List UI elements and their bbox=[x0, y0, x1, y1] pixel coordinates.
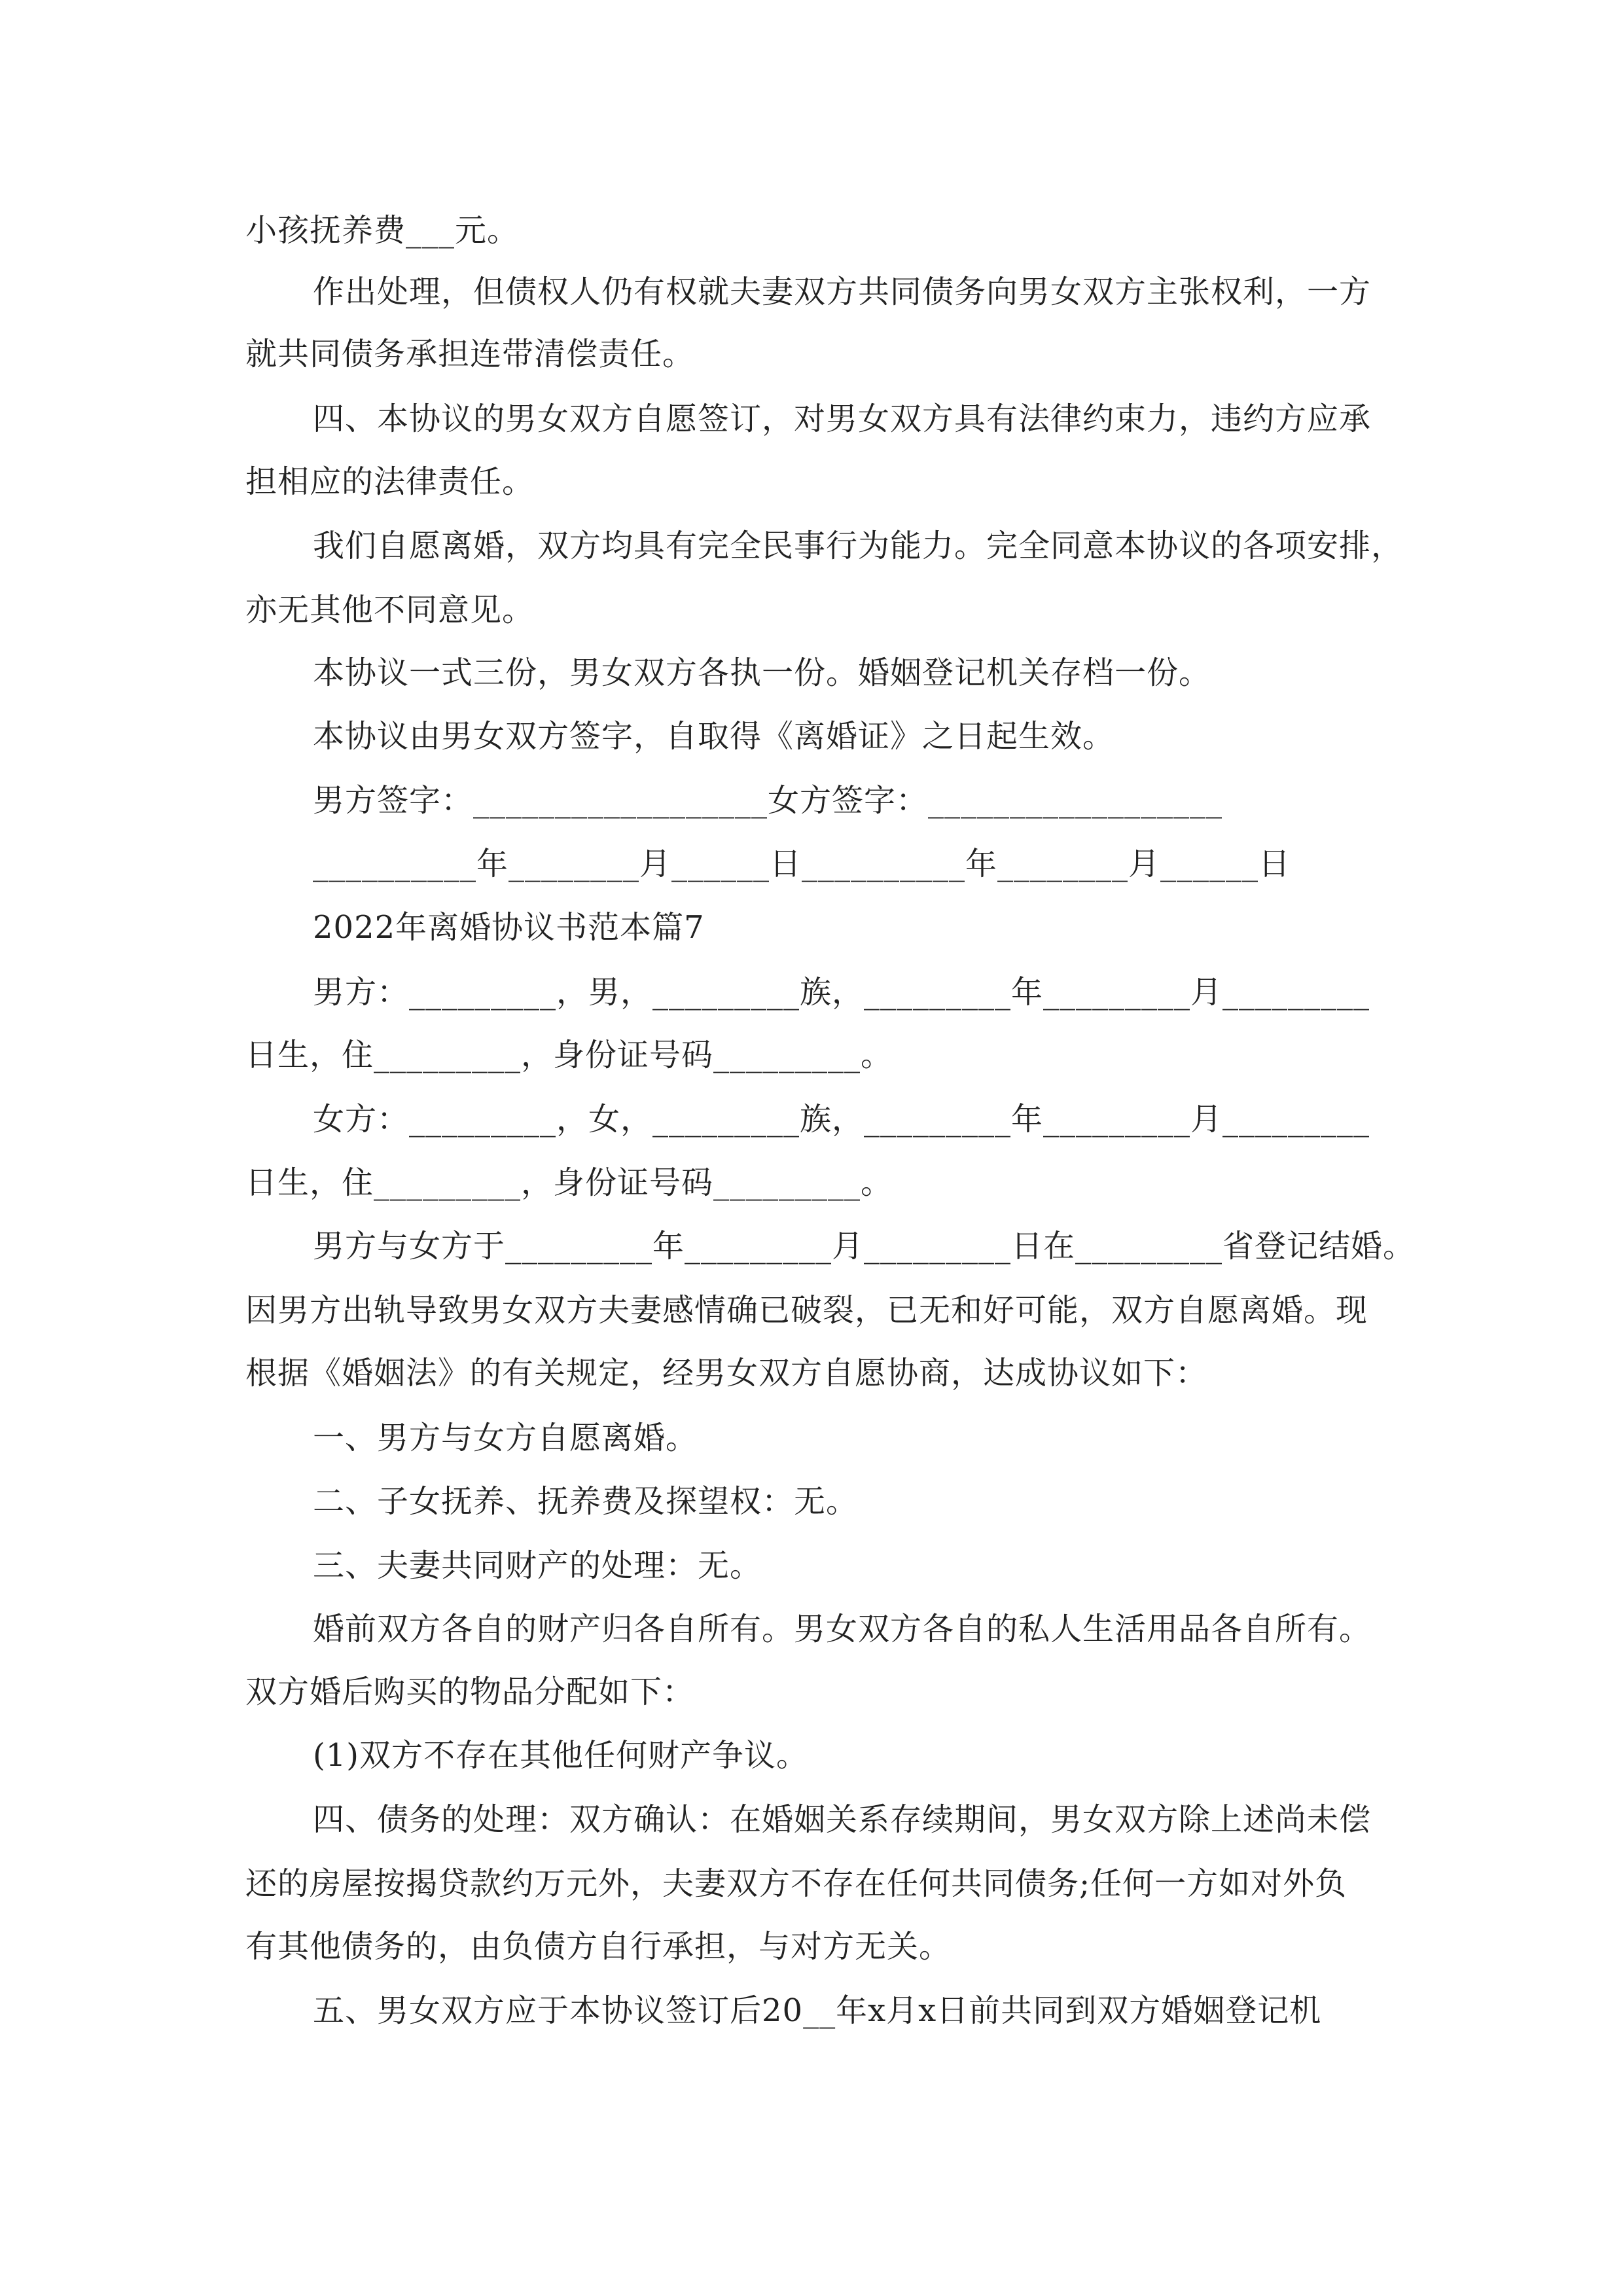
text-line: 一、男方与女方自愿离婚。 bbox=[313, 1420, 698, 1456]
text-line: 四、本协议的男女双方自愿签订，对男女双方具有法律约束力，违约方应承 bbox=[313, 401, 1372, 437]
text-line: 五、男女双方应于本协议签订后20__年x月x日前共同到双方婚姻登记机 bbox=[313, 1992, 1322, 2029]
text-line: 作出处理，但债权人仍有权就夫妻双方共同债务向男女双方主张权利，一方 bbox=[313, 274, 1372, 310]
text-line: 三、夫妻共同财产的处理：无。 bbox=[313, 1547, 762, 1584]
text-line: 女方：_________，女，_________族，_________年_________月_________ bbox=[313, 1101, 1370, 1138]
text-line: 担相应的法律责任。 bbox=[245, 463, 535, 500]
text-line: 日生，住_________，身份证号码_________。 bbox=[245, 1037, 893, 1073]
text-line: (1)双方不存在其他任何财产争议。 bbox=[313, 1737, 808, 1774]
text-line: 根据《婚姻法》的有关规定，经男女双方自愿协商，达成协议如下： bbox=[245, 1355, 1208, 1391]
text-line: 小孩抚养费___元。 bbox=[245, 212, 520, 249]
text-line: 本协议由男女双方签字，自取得《离婚证》之日起生效。 bbox=[313, 718, 1115, 755]
text-line: 男方与女方于_________年_________月_________日在_________省登记结婚。 bbox=[313, 1228, 1416, 1265]
text-line: 就共同债务承担连带清偿责任。 bbox=[245, 336, 695, 372]
text-line: 本协议一式三份，男女双方各执一份。婚姻登记机关存档一份。 bbox=[313, 655, 1211, 691]
date-line: __________年________月______日__________年________月______日 bbox=[313, 846, 1291, 882]
text-line: 四、债务的处理：双方确认：在婚姻关系存续期间，男女双方除上述尚未偿 bbox=[313, 1801, 1372, 1838]
text-line: 双方婚后购买的物品分配如下： bbox=[245, 1674, 695, 1710]
text-line: 因男方出轨导致男女双方夫妻感情确已破裂，已无和好可能，双方自愿离婚。现 bbox=[245, 1292, 1368, 1329]
text-line: 还的房屋按揭贷款约万元外，夫妻双方不存在任何共同债务;任何一方如对外负 bbox=[245, 1865, 1347, 1902]
text-line: 有其他债务的，由负债方自行承担，与对方无关。 bbox=[245, 1928, 952, 1965]
text-line: 婚前双方各自的财产归各自所有。男女双方各自的私人生活用品各自所有。 bbox=[313, 1611, 1372, 1647]
text-line: 日生，住_________，身份证号码_________。 bbox=[245, 1164, 893, 1201]
text-line: 我们自愿离婚，双方均具有完全民事行为能力。完全同意本协议的各项安排， bbox=[313, 528, 1404, 564]
section-title: 2022年离婚协议书范本篇7 bbox=[313, 909, 705, 946]
text-line: 男方：_________，男，_________族，_________年_________月_________ bbox=[313, 974, 1370, 1011]
signature-line: 男方签字：__________________女方签字：__________________ bbox=[313, 782, 1223, 819]
text-line: 亦无其他不同意见。 bbox=[245, 592, 535, 628]
text-line: 二、子女抚养、抚养费及探望权：无。 bbox=[313, 1483, 859, 1520]
